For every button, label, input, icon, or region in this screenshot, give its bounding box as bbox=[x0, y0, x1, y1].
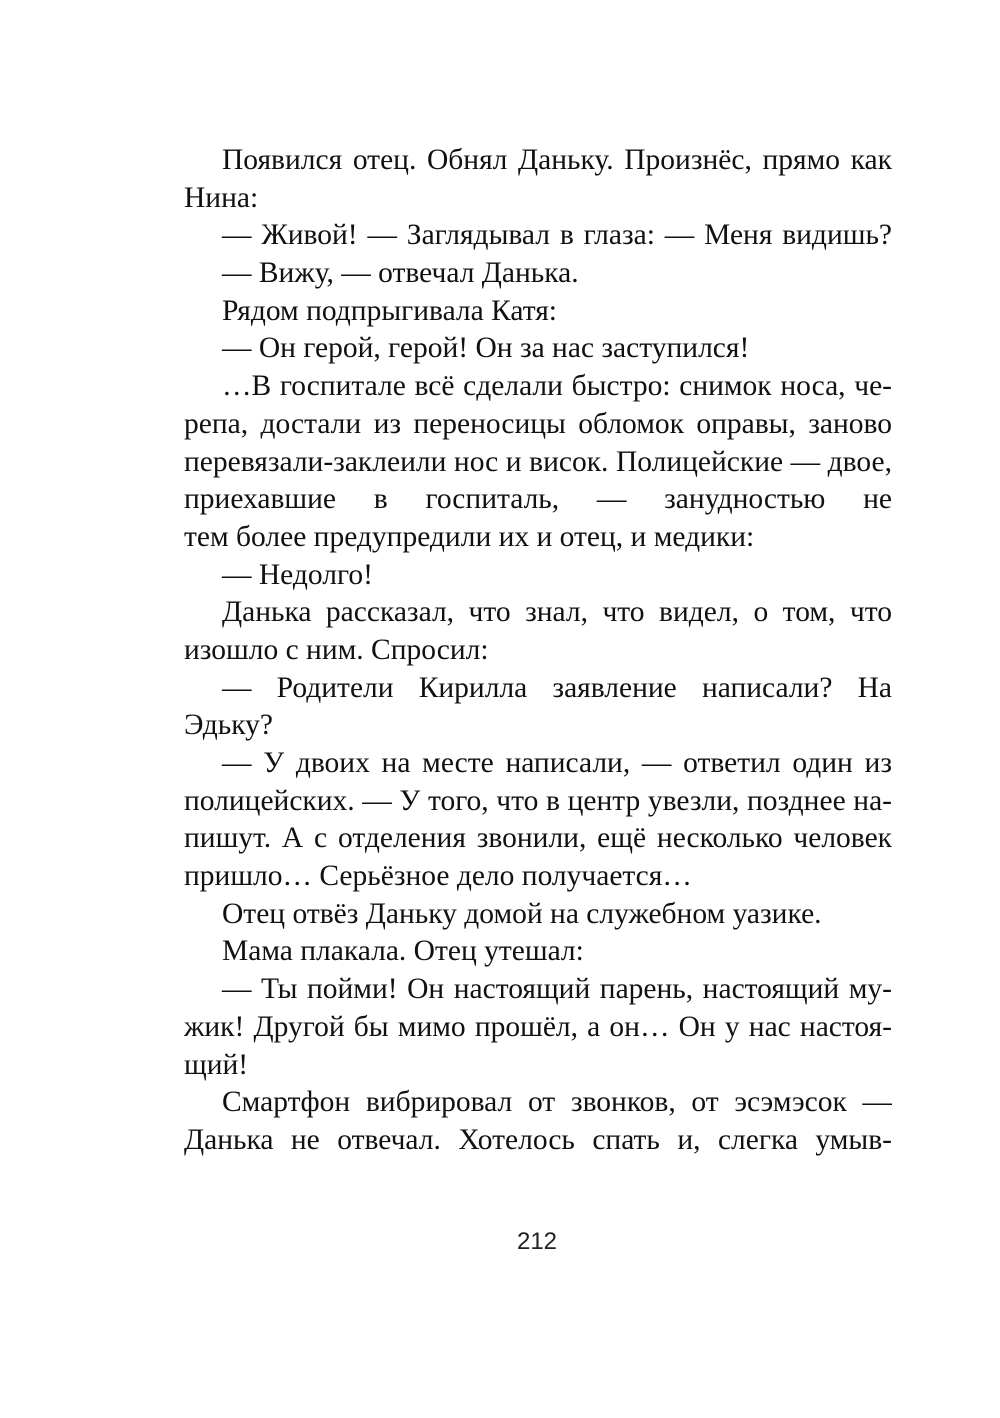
text-line: полицейских. — У того, что в центр увезли, позднее на- bbox=[184, 784, 892, 817]
text-line: щий! bbox=[184, 1048, 249, 1081]
text-line: репа, достали из переносицы обломок оправы, заново bbox=[184, 407, 892, 440]
text-line: — Недолго! bbox=[222, 558, 373, 591]
page-number: 212 bbox=[516, 1228, 558, 1255]
text-line: пришло… Серьёзное дело получается… bbox=[184, 860, 692, 893]
text-line: — Он герой, герой! Он за нас заступился! bbox=[222, 332, 750, 365]
text-line: перевязали-заклеили нос и висок. Полицейские — двое, bbox=[184, 445, 892, 478]
text-line: тем более предупредили их и отец, и медики: bbox=[184, 520, 755, 553]
text-line: — Живой! — Заглядывал в глаза: — Меня видишь? bbox=[222, 219, 892, 252]
text-line: Нина: bbox=[184, 181, 259, 214]
text-line: — Родители Кирилла заявление написали? На bbox=[222, 671, 892, 704]
text-line: приехавшие в госпиталь, — занудностью не bbox=[184, 483, 892, 516]
text-line: жик! Другой бы мимо прошёл, а он… Он у нас настоя- bbox=[184, 1010, 892, 1043]
text-line: изошло с ним. Спросил: bbox=[184, 633, 489, 666]
text-line: — У двоих на месте написали, — ответил один из bbox=[222, 747, 892, 779]
text-line: Рядом подпрыгивала Катя: bbox=[222, 294, 558, 327]
text-line: Смартфон вибрировал от звонков, от эсэмэсок — bbox=[222, 1086, 892, 1119]
text-line: Отец отвёз Даньку домой на служебном уазике. bbox=[222, 897, 822, 930]
text-line: Появился отец. Обнял Даньку. Произнёс, прямо как bbox=[222, 144, 892, 176]
text-line: Данька рассказал, что знал, что видел, о том, что bbox=[222, 596, 892, 629]
text-line: Эдьку? bbox=[184, 709, 273, 742]
text-line: пишут. А с отделения звонили, ещё несколько человек bbox=[184, 822, 892, 855]
text-line: …В госпитале всё сделали быстро: снимок носа, че- bbox=[222, 370, 892, 403]
text-line: — Ты пойми! Он настоящий парень, настоящий му- bbox=[222, 973, 892, 1006]
text-line: Данька не отвечал. Хотелось спать и, слегка умыв- bbox=[184, 1123, 892, 1156]
text-line: — Вижу, — отвечал Данька. bbox=[222, 257, 579, 290]
text-line: Мама плакала. Отец утешал: bbox=[222, 935, 584, 968]
body-text bbox=[184, 142, 892, 1160]
